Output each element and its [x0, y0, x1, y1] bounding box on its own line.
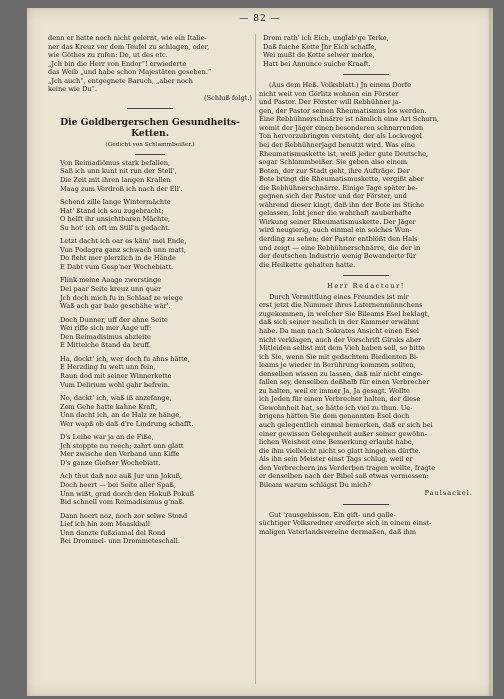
poem-stanza: Ha, dockt' ich, wer doch fu ahns hätte, E Herzding fu wett unn fein, Raun dod mit seiner Winnerkette Vum Delirium wohl gahr befrein. — [60, 354, 190, 389]
letter-signature: Paulsackel. — [424, 489, 473, 498]
poem-stanza: Flink meine Aaage zwerstinge Dei paar Seite kreuz unn quer Jch doch mich fu in Schlaaf ze wiege Waß ach gar balo geschähe wär'. — [60, 276, 183, 311]
column-divider — [255, 34, 256, 684]
section-divider — [343, 504, 389, 505]
poem-subtitle: (Gedicht von Schlammbeißer.) — [105, 142, 195, 149]
letter-body: Durch Vermittlung eines Freundes ist mir erst jetzt die Nummer ihres Laternenmännchens zugekommen, in welcher Sie Bileams Esel beklagt, daß sich seiner neulich in der Kammer erwähnt habe. Da man nach Sokrates Ansicht einen Esel nicht verklagen, auch der Vorschrift Giraks aber Mitleiden selbst mit dem Vieh haben soll, so bitte ich Sie, wenn Sie mit gedachtem Biedienten Bi- leams je wieder in Berührung kommen sollten, denselben wissen zu lassen, daß mir nicht einge- fallen sey, denselben deßhalb für einen Verbrecher zu halten, weil er immer Ja, Ja gesagt. Wollte ich Jeden für einen Verbrecher halten, der diese Gewohnheit hat, so hätte ich viel zu thun. Ue- brigens hätten Sie dem genannten Esel doch auch gelegentlich einmal bemerken, daß er sich bei einer gewissen Gelegenheit außer seiner gewöhn- lichen Weisheit eine Bemerkung erlaubt habe, die ihm vielleicht nicht so glatt hingehen dürfte. Als ihn sein Meister einst Tags schlug, weil er den Verbrechern ins Verderben tragen wollte, fragte er denselben nach der Bibel saß etwas vermessen: Bileam warum schlägst Du mich? — [259, 292, 436, 489]
poem-title: Die Goldbergerschen Gesundheits- Ketten. — [60, 117, 240, 140]
section-divider — [343, 275, 389, 276]
story-ending: denn er hatte noch nicht gelernt, wie ein Italie- ner das Kreuz vor dem Teufel zu schlagen, oder, wie Göthes zu rufen: Do, ut des etc. „Jch bin die Herr von Endor“! erwiederte das Weib „und habe schon Majestäten gesehen.“ „Jch auch“, entgegnete Baruch, „aber noch keine wie Du“. — [48, 34, 212, 94]
poem-stanza: Schond zille lange Wintermächte Hat' ßtand ich sou zugebracht; O helft ihr unsichtbaren Mächte, Su hot' ich oft im Still'n gedacht. — [60, 198, 171, 232]
news-article: (Aus dem Heß. Volksblatt.) Jn einem Dorfe nicht weit von Görlitz wohnen ein Förster und Pastor. Der Förster will Rebhühner ja- gen, der Pastor seinen Rheumatismus los werden. Eine Rebhühnerschnärre ist nämlich eine Art Schurn, womit der Jäger einen besonderen schnarrenden Ton hervorzubringen versteht, der als Lockvogel bei der Rebhühnerjagd benutzt wird. Was eine Rheumatismuskette ist, weiß jeder gute Deutsche, sogar Schlammbeißer. Sie geben also einem Boten, der zur Stadt geht, ihre Aufträge. Der Bote bringt die Rheumatismuskette, vergißt aber die Rebhühnerschnärre. Einige Tage später be- gegnen sich der Pastor und der Förster, und während dieser klagt, daß ihn der Bote im Stiche gelassen, lobt jener die wahrhaft zauberhafte Wirkung seiner Rheumatismuskette. Der Jäger wird neugierig, auch einmal ein solches Wun- derding zu sehen; der Pastor entblößt den Hals und zeigt — eine Rebhühnerschnärre, die der in der deutschen Industrie wenig Bewanderte für die Heilkette gehalten hatte. — [259, 81, 440, 269]
section-divider — [127, 108, 173, 109]
poem-stanza: Doch Dunner, uff der ahne Seite Wei riffe sich mer Aage uff: Den Reimadisimus abzleite E Mittelche ßtand da bruff. — [60, 315, 168, 350]
title-rule — [135, 154, 165, 155]
letter-heading: Herr Redacteur! — [327, 282, 405, 291]
anecdote-text: Gut 'rausgebissen. Ein gift- und galle- süchtiger Volksredner ereiferte sich in einem einst- maligen Vaterlandsvereine dermaßen, daß ihm — [259, 510, 432, 536]
poem-stanza: Dann heert noz, noch zor selwe Stond Lief ich hin zom Maaskball Unn danzte fußziamal del Rond Bei Drommel- unn Drommeteschall. — [60, 511, 188, 546]
poem-stanza: No, dackt' ich, waß iß anzefange, Zom Gehe hatte kahne Kraft, Unn dacht ich, an de Halz ze hänge, Wer wapß ob daß d're Lindrung schafft. — [60, 394, 194, 428]
poem-final-stanza: Drom rath' ich Eich, unglab'ge Terke, Daß fuiche Kette Jhr Eich schaffe, Wei mußt de Kette selwer merke, Hatt bei Annunce suiche Kraaft. — [263, 34, 389, 68]
right-column — [259, 34, 473, 537]
newspaper-page — [27, 8, 493, 696]
page-edge-shadow — [489, 8, 495, 696]
continued-note: (Schluß folgt.) — [204, 93, 252, 102]
page-number: — 82 — — [239, 14, 281, 24]
poem-stanza: Von Reimadiömus stark befallen, Saß ich unn kunt nit run der Stell', Die Zeit mit ihren langen Krallen Maag zum Verdroß ich nach der Ell'. — [60, 158, 183, 193]
section-divider — [343, 74, 389, 75]
poem-stanza: Ach thut daß noz auß Jur unn Jokuß, Doch heert — bei Seite aller Spaß, Unn wißt, grad dorch den Hokuß Pokuß Bid schnell vom Reimadisimus g'naß. — [60, 472, 194, 507]
poem-stanza: D's Leibe war ja an de Fiße, Jch stoppte nu reech; zahrt unn glatt Mer zwische den Verband unn Kiffe D's ganze Giefser Wochebiatt. — [60, 433, 184, 467]
left-column — [48, 34, 252, 551]
poem-stanza: Letzt dacht ich oar es käm' mei Ende, Vun Podagra ganz schwach unn matt, Do fleht mer plerzlich in de Hände E Dabt vum Gesp'ner Wochebiatt. — [60, 237, 187, 271]
